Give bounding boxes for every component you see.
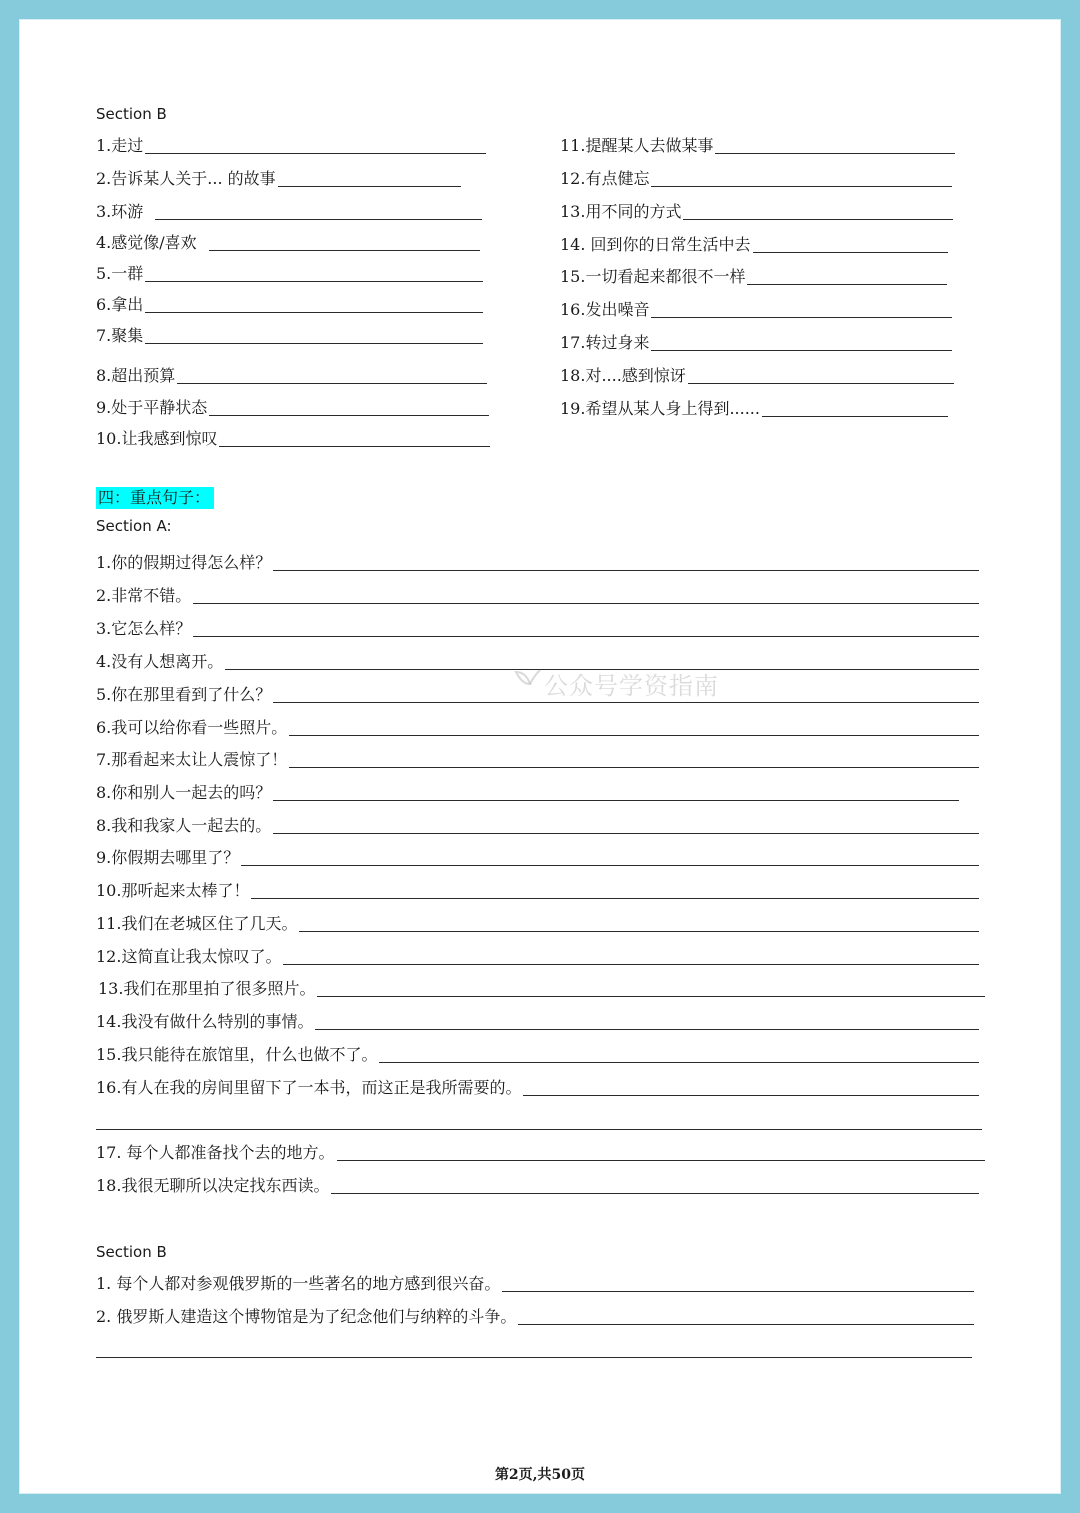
phrase-item: 8.超出预算 — [96, 365, 487, 387]
sentence-item: 18.我很无聊所以决定找东西读。 — [96, 1175, 979, 1197]
sentence-item: 9.你假期去哪里了？ — [96, 847, 979, 869]
sentence-item: 8.你和别人一起去的吗？ — [96, 782, 959, 804]
sentence-item: 7.那看起来太让人震惊了！ — [96, 749, 979, 771]
page-footer: 第2页,共50页 — [494, 1467, 586, 1483]
phrase-item: 7.聚集 — [96, 325, 483, 347]
sentence-item: 12.这简直让我太惊叹了。 — [96, 946, 979, 968]
sentence-item: 5.你在那里看到了什么？ — [96, 684, 979, 706]
phrase-item: 6.拿出 — [96, 294, 483, 316]
phrase-item: 4.感觉像/喜欢 — [96, 232, 480, 254]
section-b-sentences-title: Section B — [96, 1243, 167, 1261]
sentence-item: 6.我可以给你看一些照片。 — [96, 717, 979, 739]
sentence-item: 2. 俄罗斯人建造这个博物馆是为了纪念他们与纳粹的斗争。 — [96, 1306, 974, 1328]
sentence-item: 16.有人在我的房间里留下了一本书，而这正是我所需要的。 — [96, 1077, 979, 1099]
sentence-item: 17. 每个人都准备找个去的地方。 — [96, 1142, 985, 1164]
phrase-item: 15.一切看起来都很不一样 — [560, 266, 947, 288]
phrase-item: 13.用不同的方式 — [560, 201, 953, 223]
section-a-title: Section A: — [96, 517, 172, 535]
sentence-item: 1.你的假期过得怎么样？ — [96, 552, 979, 574]
phrase-item: 18.对....感到惊讶 — [560, 365, 954, 387]
phrase-item: 14. 回到你的日常生活中去 — [560, 234, 948, 256]
sentence-item: 15.我只能待在旅馆里，什么也做不了。 — [96, 1044, 979, 1066]
sentence-item: 8.我和我家人一起去的。 — [96, 815, 979, 837]
phrase-item: 9.处于平静状态 — [96, 397, 489, 419]
sentence-item: 10.那听起来太棒了！ — [96, 880, 979, 902]
watermark-leaf-icon — [512, 666, 542, 696]
watermark-text: 公众号学资指南 — [544, 672, 719, 700]
sentence-item: 1. 每个人都对参观俄罗斯的一些著名的地方感到很兴奋。 — [96, 1273, 974, 1295]
phrase-item: 17.转过身来 — [560, 332, 952, 354]
sentence-item: 11.我们在老城区住了几天。 — [96, 913, 979, 935]
phrase-item: 10.让我感到惊叹 — [96, 428, 490, 450]
answer-line — [96, 1129, 982, 1130]
phrase-item: 12.有点健忘 — [560, 168, 952, 190]
phrase-item: 5.一群 — [96, 263, 483, 285]
key-sentences-heading: 四：重点句子： — [96, 487, 214, 509]
sentence-item: 4.没有人想离开。 — [96, 651, 979, 673]
section-b-phrases-title: Section B — [96, 105, 167, 123]
sentence-item: 14.我没有做什么特别的事情。 — [96, 1011, 979, 1033]
phrase-item: 11.提醒某人去做某事 — [560, 135, 955, 157]
worksheet-page — [20, 20, 1060, 1493]
phrase-item: 19.希望从某人身上得到...... — [560, 398, 948, 420]
sentence-item: 13.我们在那里拍了很多照片。 — [98, 978, 985, 1000]
phrase-item: 2.告诉某人关于... 的故事 — [96, 168, 461, 190]
answer-line — [96, 1357, 972, 1358]
sentence-item: 3.它怎么样？ — [96, 618, 979, 640]
phrase-item: 16.发出噪音 — [560, 299, 952, 321]
sentence-item: 2.非常不错。 — [96, 585, 979, 607]
phrase-item: 1.走过 — [96, 135, 486, 157]
phrase-item: 3.环游 — [96, 201, 482, 223]
